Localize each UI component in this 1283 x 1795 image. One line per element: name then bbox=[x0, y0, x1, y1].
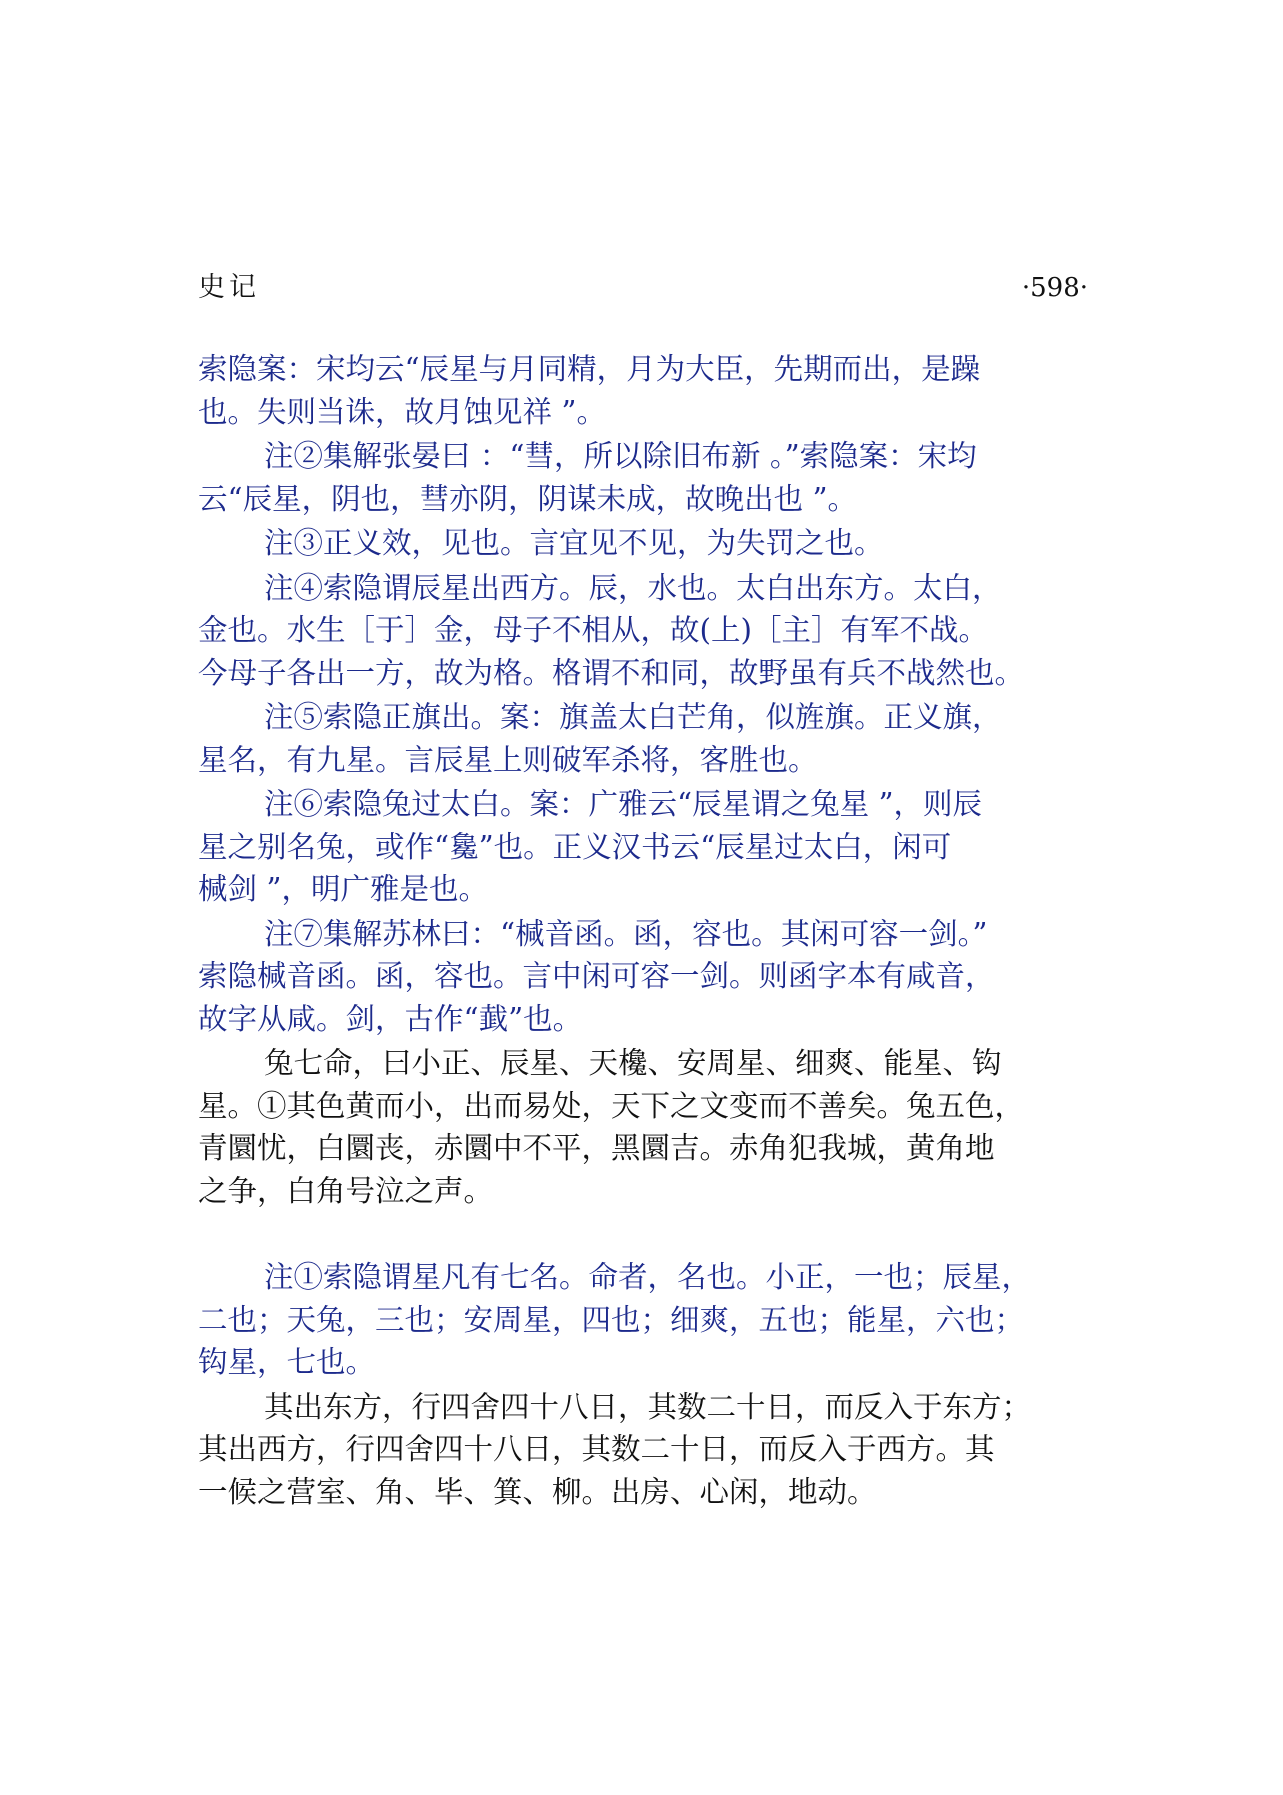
annotation-line: 索隐椷音函。函，容也。言中闲可容一剑。则函字本有咸音， bbox=[198, 959, 995, 993]
annotation-line: 索隐案：宋均云“辰星与月同精，月为大臣，先期而出，是躁 bbox=[198, 352, 981, 386]
annotation-line: 云“辰星，阴也，彗亦阴，阴谋未成，故晚出也 ”。 bbox=[198, 481, 858, 516]
annotation-line: 钩星，七也。 bbox=[198, 1345, 376, 1379]
annotation-line: 星之别名兔，或作“毚”也。正义汉书云“辰星过太白，闲可 bbox=[198, 829, 952, 864]
annotation-line: 注⑤索隐正旗出。案：旗盖太白芒角，似旌旗。正义旗， bbox=[264, 700, 1002, 734]
annotation-line: 注②集解张晏曰 ：“彗，所以除旧布新 。”索隐案：宋均 bbox=[264, 439, 977, 473]
annotation-line: 故字从咸。剑，古作“韯”也。 bbox=[198, 1001, 583, 1036]
main-text-line: 之争，白角号泣之声。 bbox=[198, 1173, 494, 1208]
annotation-line: 注⑦集解苏林曰：“椷音函。函，容也。其闲可容一剑。” bbox=[264, 916, 988, 951]
page-number: ·598· bbox=[1021, 273, 1088, 303]
annotation-line: 注④索隐谓辰星出西方。辰，水也。太白出东方。太白， bbox=[264, 570, 1002, 605]
annotation-line: 星名，有九星。言辰星上则破军杀将，客胜也。 bbox=[198, 742, 818, 777]
annotation-line: 注⑥索隐兔过太白。案：广雅云“辰星谓之兔星 ”，则辰 bbox=[264, 787, 983, 821]
annotation-line: 今母子各出一方，故为格。格谓不和同，故野虽有兵不战然也。 bbox=[198, 655, 1025, 690]
main-text-line: 星。①其色黄而小，出而易处，天下之文变而不善矣。兔五色， bbox=[198, 1088, 1025, 1123]
annotation-line: 注③正义效，见也。言宜见不见，为失罚之也。 bbox=[264, 526, 884, 560]
annotation-line: 也。失则当诛，故月蚀见祥 ”。 bbox=[198, 394, 606, 429]
page-body bbox=[198, 348, 1093, 1513]
main-text-line: 其出西方，行四舍四十八日，其数二十日，而反入于西方。其 bbox=[198, 1432, 995, 1466]
main-text-line: 一候之营室、角、毕、箕、柳。出房、心闲，地动。 bbox=[198, 1474, 877, 1509]
main-text-line: 其出东方，行四舍四十八日，其数二十日，而反入于东方； bbox=[264, 1389, 1032, 1424]
book-title: 史记 bbox=[198, 272, 260, 303]
annotation-line: 二也；天兔，三也；安周星，四也；细爽，五也；能星，六也； bbox=[198, 1302, 1025, 1337]
main-text-line: 青圜忧，白圜丧，赤圜中不平，黑圜吉。赤角犯我城，黄角地 bbox=[198, 1131, 995, 1165]
annotation-line: 金也。水生［于］金，母子不相从，故(上)［主］有军不战。 bbox=[198, 613, 989, 647]
annotation-line: 椷剑 ”，明广雅是也。 bbox=[198, 872, 488, 906]
annotation-line: 注①索隐谓星凡有七名。命者，名也。小正，一也；辰星， bbox=[264, 1260, 1032, 1294]
main-text-line: 兔七命，曰小正、辰星、天欃、安周星、细爽、能星、钩 bbox=[264, 1046, 1002, 1080]
